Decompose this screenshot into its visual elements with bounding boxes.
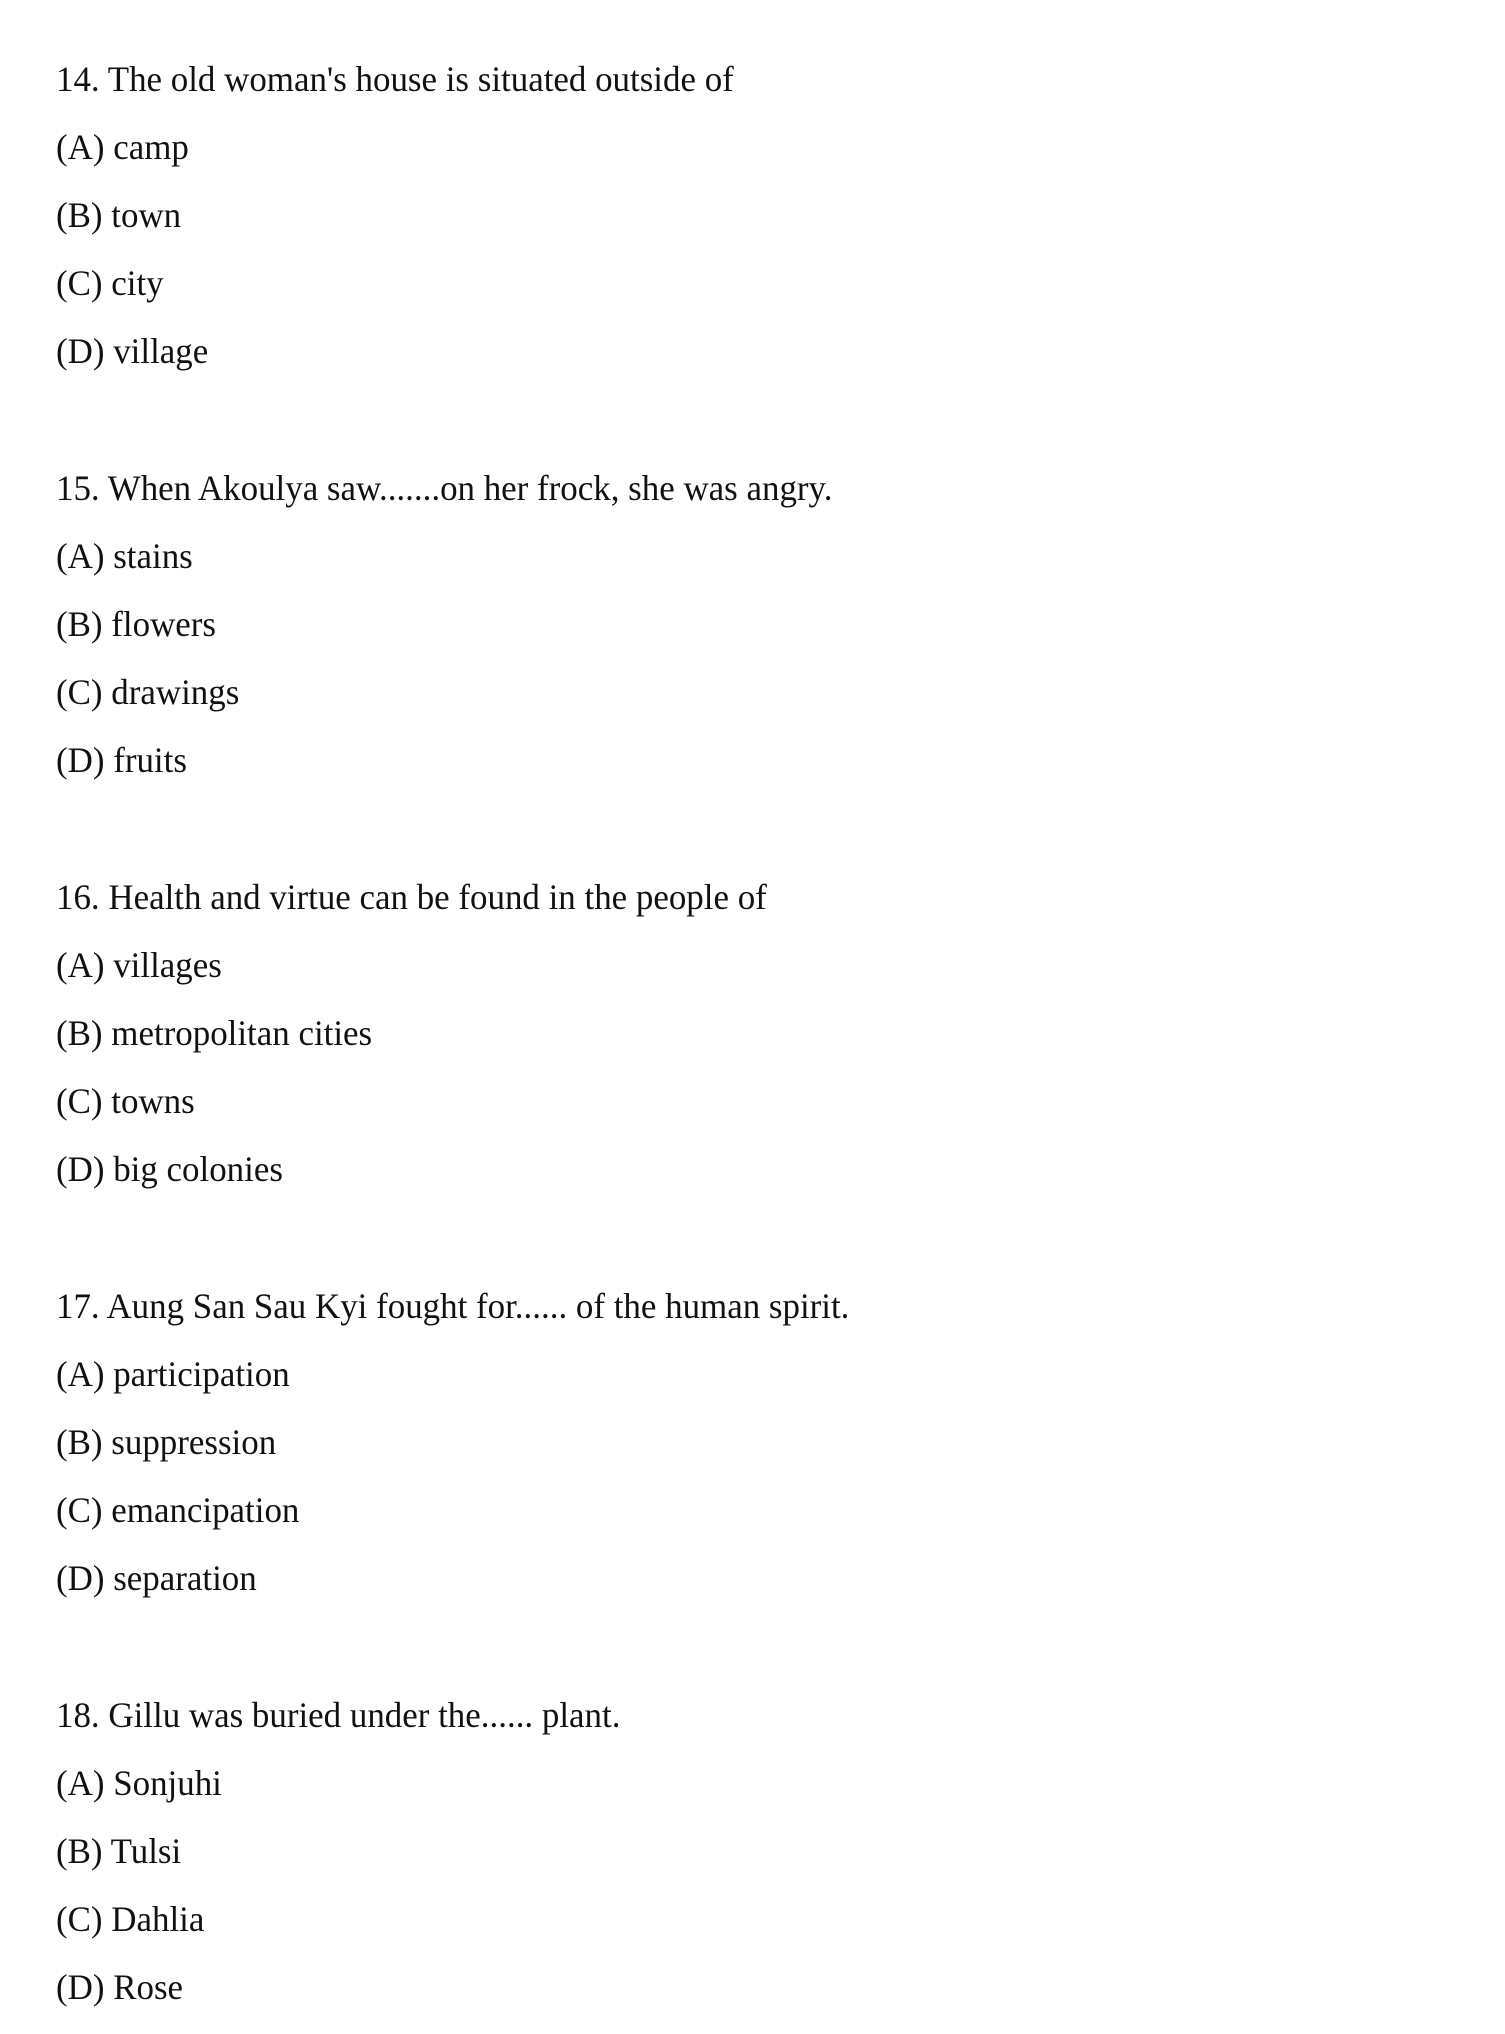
answer-option: (C) emancipation [56, 1490, 300, 1530]
question-block [56, 863, 1505, 1203]
answer-option: (D) big colonies [56, 1149, 283, 1189]
answer-option: (D) separation [56, 1558, 257, 1598]
answer-option: (A) participation [56, 1354, 290, 1394]
question-block [56, 1681, 1505, 2021]
answer-option: (A) stains [56, 536, 193, 576]
answer-option: (B) suppression [56, 1422, 277, 1462]
answer-option: (D) Rose [56, 1967, 184, 2007]
answer-option: (C) towns [56, 1081, 195, 1121]
answer-option: (B) metropolitan cities [56, 1013, 373, 1053]
answer-option: (B) Tulsi [56, 1831, 182, 1871]
question-text: 14. The old woman's house is situated outside of [56, 59, 734, 99]
question-text: 16. Health and virtue can be found in the people of [56, 877, 767, 917]
question-text: 18. Gillu was buried under the...... plant. [56, 1695, 621, 1735]
question-block [56, 454, 1505, 794]
answer-option: (B) town [56, 195, 182, 235]
question-block [56, 45, 1505, 385]
question-block [56, 1272, 1505, 1612]
answer-option: (D) fruits [56, 740, 187, 780]
answer-option: (C) drawings [56, 672, 240, 712]
answer-option: (C) city [56, 263, 164, 303]
question-text: 17. Aung San Sau Kyi fought for...... of the human spirit. [56, 1286, 850, 1326]
answer-option: (A) Sonjuhi [56, 1763, 222, 1803]
answer-option: (B) flowers [56, 604, 217, 644]
answer-option: (A) villages [56, 945, 222, 985]
answer-option: (D) village [56, 331, 209, 371]
answer-option: (C) Dahlia [56, 1899, 205, 1939]
question-text: 15. When Akoulya saw.......on her frock, she was angry. [56, 468, 833, 508]
answer-option: (A) camp [56, 127, 189, 167]
